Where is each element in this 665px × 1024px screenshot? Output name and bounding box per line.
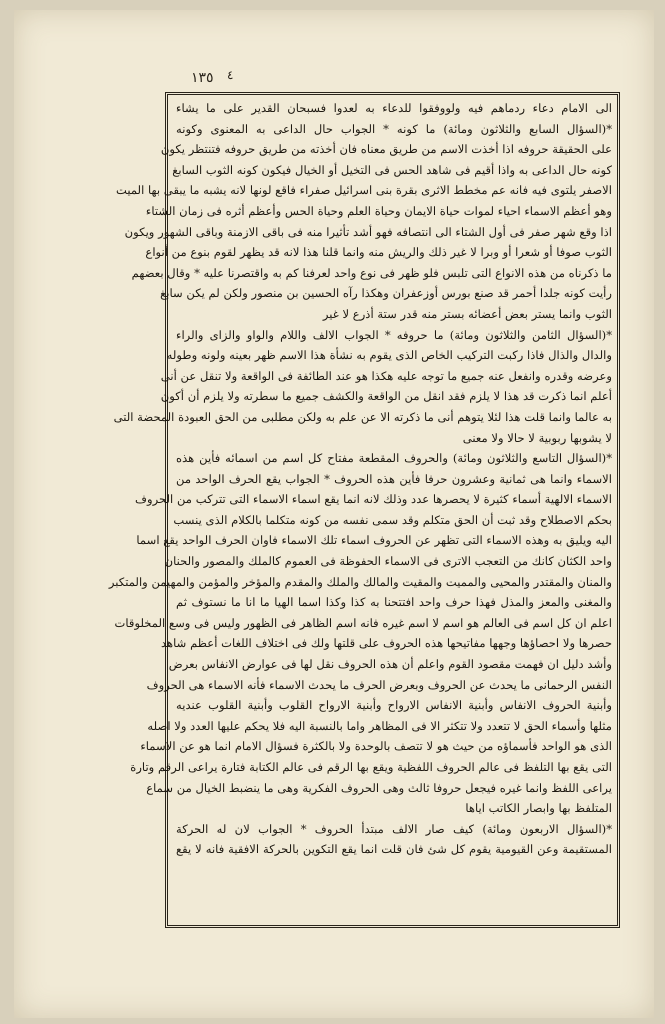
text-line: رأيت كونه جلدا أحمر قد صنع بورس أوزعفران وهكذا رآه الحسين بن منصور ولكن لم يكن سابغ — [160, 286, 612, 301]
text-line: المستقيمة وعن القيومية يقوم كل شئ فان قلت انما يقع التكوين بالحركة الافقية فانه لا يقع — [176, 842, 612, 857]
text-line: الذى هو الواحد فأسماؤه من حيث هو لا تتصف بالوحدة ولا بالكثرة فسؤال الامام انما هو عن الاسماء — [140, 739, 612, 754]
text-line: وأشد دليل ان فهمت مقصود القوم واعلم أن هذه الحروف نقل لها فى عوارض الانفاس بعرض — [168, 657, 612, 672]
header-mark: ٤ — [227, 68, 234, 82]
text-line: الاسماء وانما هى ثمانية وعشرون حرفا فأين هذه الحروف * الجواب يقع الحرف الواحد من — [176, 471, 612, 486]
text-line: وهو أعظم الاسماء احياء لموات حياة الايمان وحياة العلم وحياة الحس وأعظم أثره فى زمان الشتاء — [145, 203, 612, 218]
text-line: *(السؤال السابع والثلاثون ومائة) ما كونه * الجواب حال الداعى به المعنوى وكونه — [176, 121, 612, 136]
text-line: الى الامام دعاء ردماهم فيه ولووفقوا للدعاء به لعدوا فسبحان القدير على ما يشاء — [176, 101, 612, 115]
text-line: الثوب وانما يستر بعض أعضائه بستر منه قدر ستة أذرع لا غير — [322, 306, 612, 321]
text-line: كونه حال الداعى به واذا أقيم فى شاهد الحس فى التخيل أو الخيال فيكون كونه الثوب السابغ — [172, 162, 612, 177]
text-line: المتلفظ بها وابصار الكاتب اياها — [465, 801, 612, 816]
text-line: الاصفر يلتوى فيه فانه عم مخطط الاثرى بقرة بنى اسرائيل صفراء فاقع لونها لانه يشبه ما يبقى بها الميت — [115, 183, 612, 198]
text-line: أعلم انما ذكرت قد هذا لا يلزم فقد انقل من الواقعة والكشف جميع ما سطرته ولا يلزم أن أكون — [160, 389, 612, 404]
text-line: وأبنية الحروف الانفاس وأبنية الانفاس الارواح وأبنية الارواح القلوب وأبنية القلوب عنديه — [176, 698, 612, 713]
text-line: مثلها وأسماء الحق لا تتعدد ولا تتكثر الا فى المظاهر واما بالنسبة اليه فلا يحكم عليها العدد ولا اصله — [147, 718, 612, 733]
body-text — [108, 98, 612, 923]
text-line: حصرها ولا احصاؤها وجهها مفاتيحها هذه الحروف على قلتها ولك فى اختلاف اللغات أعظم شاهد — [160, 636, 612, 651]
text-line: والدال والذال فاذا ركبت التركيب الخاص الذى يقوم به نشأة هذا الاسم ظهر بعينه ولونه وطوله — [166, 348, 612, 363]
page-number: ١٣٥ — [191, 70, 214, 86]
text-line: الثوب صوفا أو شعرا أو وبرا لا غير ذلك والريش منه وانما قلنا هذا لانه قد يظهر لقوم بنوع من أنواع — [145, 245, 612, 260]
text-line: الاسماء الالهية أسماء كثيرة لا يحصرها عدد وذلك لانه انما يقع اسماء الاسماء التى تتركب من الحروف — [135, 492, 612, 507]
text-line: على الحقيقة حروفه اذا أخذت الاسم من طريق معناه فان أخذته من طريق حروفه فتنتظر يكون — [160, 142, 612, 157]
text-line: اليه ويليق به وهذه الاسماء التى تظهر عن الحروف اسماء تلك الاسماء فاوان الحرف الواحد يقع اسما — [136, 533, 612, 548]
page-header — [175, 70, 575, 90]
text-line: اذا وقع شهر صفر فى أول الشتاء الى انتصافه فهو أشد تأثيرا منه فى باقى الازمنة وباقى الشهور ويكون — [124, 224, 612, 239]
text-line: ما ذكرناه من هذه الانواع التى تلبس فلو ظهر فى نوع واحد لعرفنا كم به واقتصرنا عليه * وقال بعضهم — [131, 265, 612, 280]
text-line: يراعى اللفظ وانما غيره فيجعل حروفا ثالث وهى الحروف الفكرية وهى ما ينضبط الخيال من سماع — [146, 780, 612, 795]
text-line: به عالما وانما قلت هذا لئلا يتوهم أنى ما ذكرته الا عن علم به ولكن مطلبى من الحق العبودة المحضة التى — [113, 409, 612, 424]
text-line: *(السؤال الاربعون ومائة) كيف صار الالف مبتدأ الحروف * الجواب لان له الحركة — [176, 821, 612, 836]
text-line: والمنان والمقتدر والمحيى والمميت والمقيت والمالك والملك والمقدم والمؤخر والمؤمن والمهيمن والمتكبر — [108, 574, 612, 589]
text-line: بحكم الاصطلاح وقد ثبت أن الحق متكلم وقد سمى نفسه من كونه متكلما بالكلام الذى ينسب — [173, 512, 612, 527]
text-line: التى يقع بها التلفظ فى عالم الحروف اللفظية ويقع بها الرقم فى عالم الكتابة فتارة يراعى الرقم وتارة — [130, 760, 612, 774]
text-line: النفس الرحمانى ما يحدث عن الحروف وبعرض الحرف ما يحدث الاسماء فأنه الاسماء هى الحروف — [146, 677, 612, 692]
text-line: واحد الكثان كانك من التعجب الاترى فى الاسماء الحفوظة فى العموم كالملك والمصور والحنان — [164, 554, 612, 569]
text-line: وعرضه وقدره وانفعل عنه جميع ما توجه عليه هكذا هو عند الطائفة فى الواقعة ولا تنقل عن أنى — [160, 368, 612, 383]
text-line: اعلم ان كل اسم فى العالم هو اسم لا اسم غيره فانه اسم الظاهر فى الظهور وليس فى وسع المخلوقات — [114, 615, 612, 630]
text-line: *(السؤال الثامن والثلاثون ومائة) ما حروفه * الجواب الالف واللام والواو والزاى والراء — [176, 327, 612, 342]
text-line: والمغنى والمعز والمذل فهذا حرف واحد افتتحنا به كذا وكذا اسما الهيا ما انا ما نستوف ثم — [176, 595, 612, 610]
text-line: *(السؤال التاسع والثلاثون ومائة) والحروف المقطعة مفتاح كل اسم من اسمائه فأين هذه — [176, 451, 612, 466]
text-line: لا يشوبها ربوبية لا حالا ولا معنى — [462, 430, 612, 445]
